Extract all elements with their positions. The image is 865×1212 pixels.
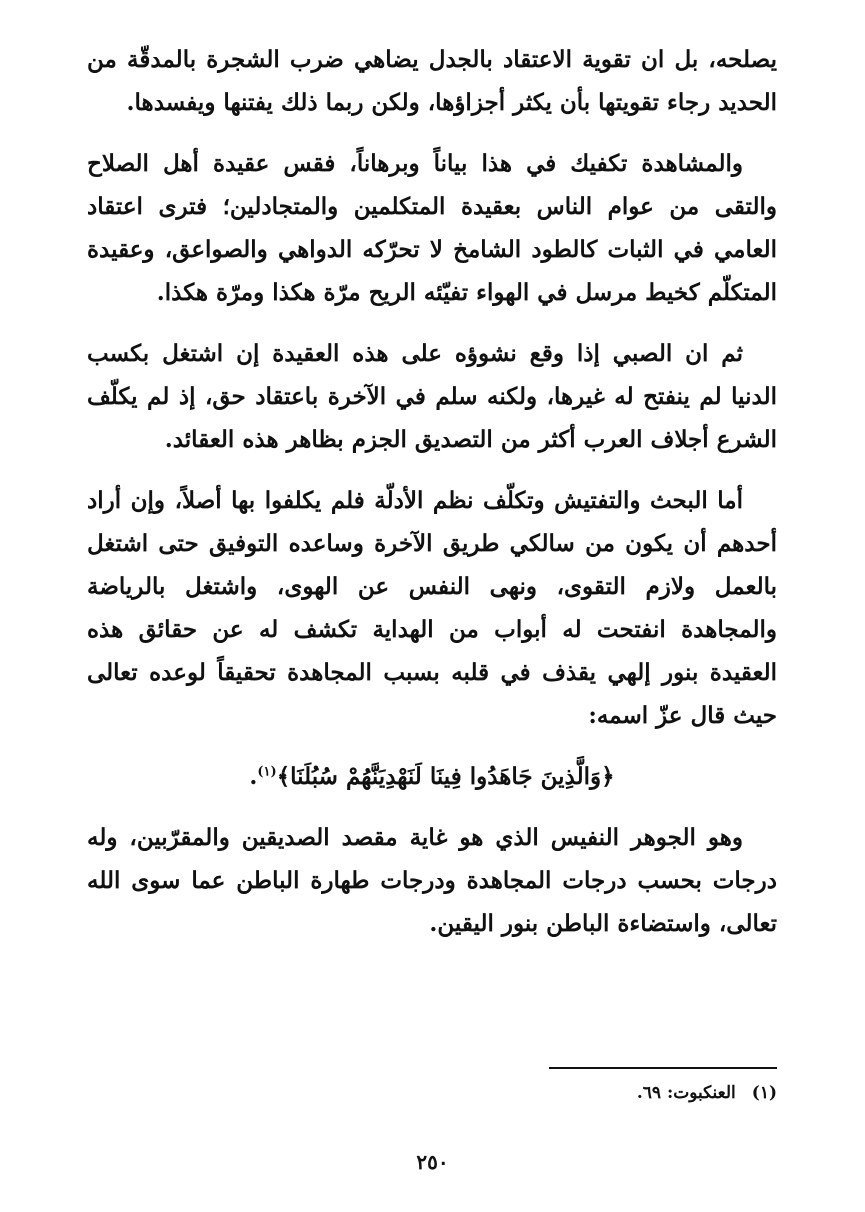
footnote [377,1080,777,1106]
verse-trailing-punct: . [249,763,258,790]
paragraph-3: ثم ان الصبي إذا وقع نشوؤه على هذه العقيدة إن اشتغل بكسب الدنيا لم ينفتح له غيرها، ولكنه سلم في الآخرة باعتقاد حق، إذ لم يكلّف الشرع أجلاف العرب أكثر من التصديق الجزم بظاهر هذه العقائد. [87,340,777,453]
verse-footnote-ref[interactable]: (١) [257,764,277,780]
footnote-marker: (١) [751,1083,777,1103]
quran-verse [87,755,777,798]
paragraph-2: والمشاهدة تكفيك في هذا بياناً وبرهاناً، فقس عقيدة أهل الصلاح والتقى من عوام الناس بعقيدة المتكلمين والمتجادلين؛ فترى اعتقاد العامي في الثبات كالطود الشامخ لا تحرّكه الدواهي والصواعق، وعقيدة المتكلّم كخيط مرسل في الهواء تفيّئه الريح مرّة هكذا ومرّة هكذا. [87,150,777,306]
paragraph-5: وهو الجوهر النفيس الذي هو غاية مقصد الصديقين والمقرّبين، وله درجات بحسب درجات المجاهدة ودرجات طهارة الباطن عما سوى الله تعالى، واستضاءة الباطن بنور اليقين. [87,824,777,937]
page-number: ٢٥٠ [416,1150,449,1174]
verse-text: ﴿وَالَّذِينَ جَاهَدُوا فِينَا لَنَهْدِيَنَّهُمْ سُبُلَنَا﴾ [276,763,615,790]
footnote-divider [549,1067,777,1069]
paragraph-1: يصلحه، بل ان تقوية الاعتقاد بالجدل يضاهي ضرب الشجرة بالمدقّة من الحديد رجاء تقويتها بأن يكثر أجزاؤها، ولكن ربما ذلك يفتنها ويفسدها. [87,46,777,116]
footnote-text: العنكبوت: ٦٩. [636,1083,736,1103]
main-text-block [87,38,777,963]
paragraph-4: أما البحث والتفتيش وتكلّف نظم الأدلّة فلم يكلفوا بها أصلاً، وإن أراد أحدهم أن يكون من سالكي طريق الآخرة وساعده التوفيق حتى اشتغل بالعمل ولازم التقوى، ونهى النفس عن الهوى، واشتغل بالرياضة والمجاهدة انفتحت له أبواب من الهداية تكشف له عن حقائق هذه العقيدة بنور إلهي يقذف في قلبه بسبب المجاهدة تحقيقاً لوعده تعالى حيث قال عزّ اسمه: [87,487,777,729]
